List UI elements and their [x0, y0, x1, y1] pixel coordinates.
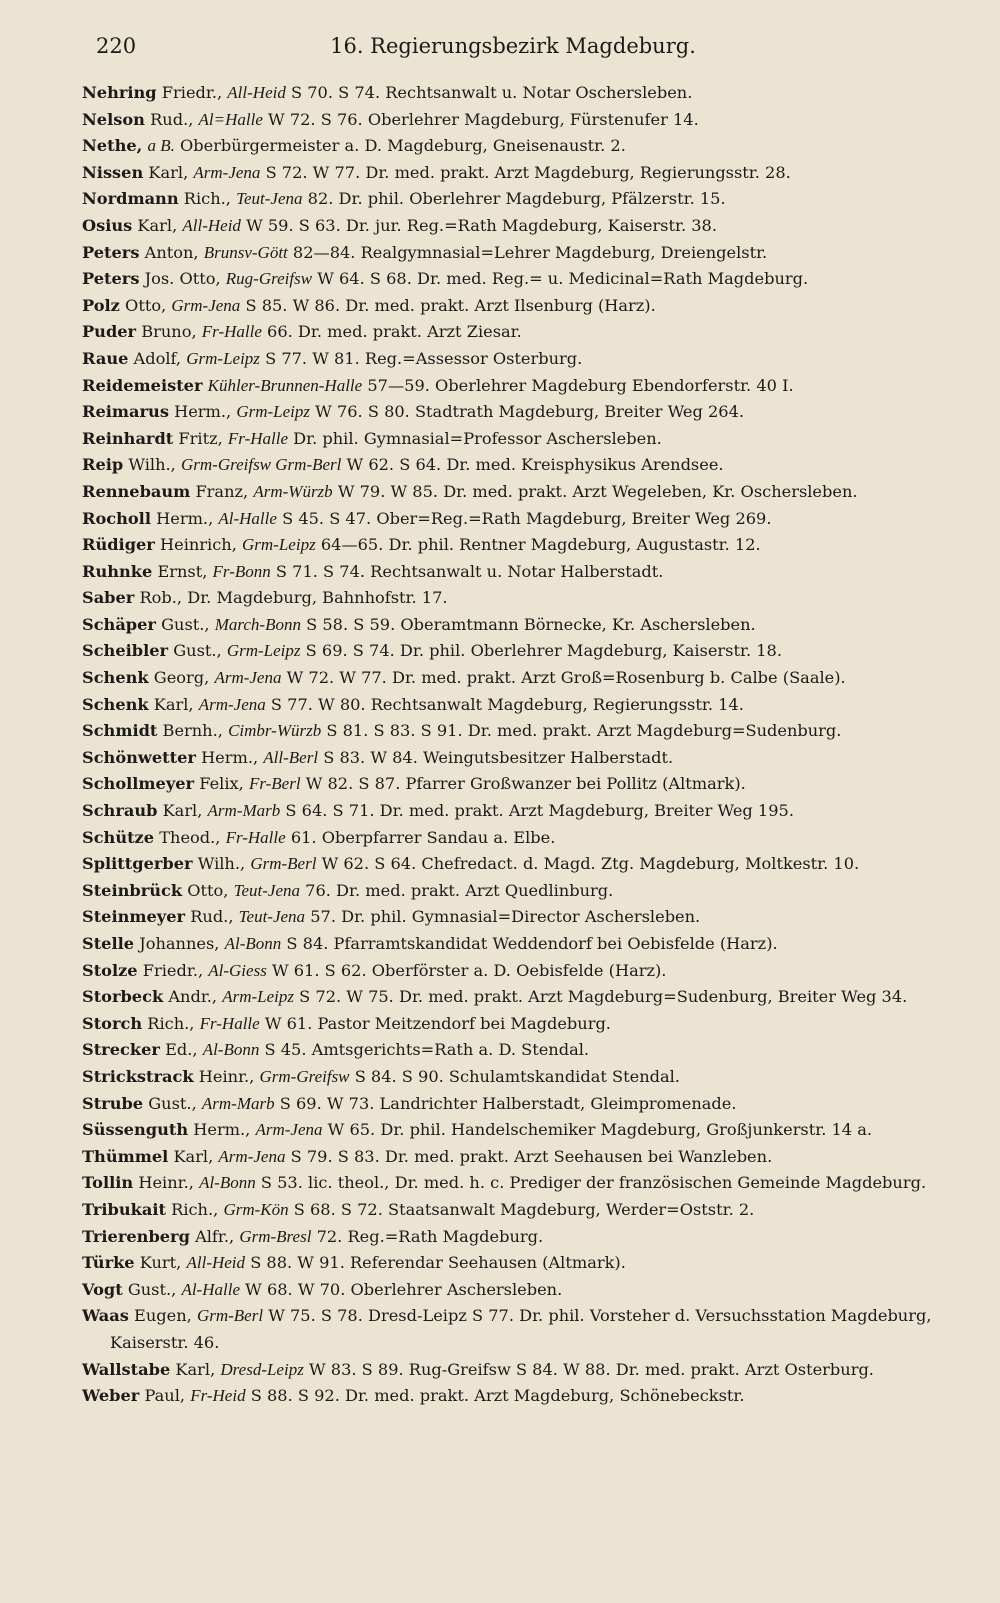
list-item	[82, 1117, 944, 1144]
entry-given-name: Rich.,	[147, 1013, 195, 1033]
entry-given-name: Rich.,	[183, 189, 231, 209]
entry-surname: Thümmel	[82, 1146, 169, 1166]
entry-given-name: Karl,	[173, 1146, 214, 1166]
list-item	[82, 638, 944, 665]
entry-surname: Rüdiger	[82, 535, 155, 555]
entry-surname: Vogt	[82, 1279, 123, 1299]
entry-association: Arm-Jena	[193, 162, 261, 182]
entry-association: Grm-Berl	[196, 1306, 264, 1326]
entry-association: Al=Halle	[198, 109, 263, 129]
entry-given-name: Karl,	[137, 215, 178, 235]
list-item	[82, 585, 944, 612]
entry-surname: Steinmeyer	[82, 907, 186, 927]
entry-given-name: Gust.,	[127, 1279, 177, 1299]
list-item	[82, 293, 944, 320]
entry-details: S 85. W 86. Dr. med. prakt. Arzt Ilsenburg (Harz).	[245, 295, 656, 315]
entry-details: S 68. S 72. Staatsanwalt Magdeburg, Werder=Oststr. 2.	[293, 1199, 755, 1219]
entry-given-name: Karl,	[175, 1359, 216, 1379]
entry-details: S 45. S 47. Ober=Reg.=Rath Magdeburg, Breiter Weg 269.	[282, 508, 772, 528]
entry-given-name: Karl,	[153, 694, 194, 714]
entry-given-name: Karl,	[148, 162, 189, 182]
entry-association: Teut-Jena	[233, 880, 300, 900]
entry-given-name: Friedr.,	[161, 83, 223, 102]
entry-given-name: Herm.,	[201, 747, 259, 767]
entry-association: Grm-Kön	[223, 1199, 289, 1219]
list-item	[82, 1250, 944, 1277]
entry-given-name: Alfr.,	[195, 1226, 235, 1246]
entry-details: S 72. W 77. Dr. med. prakt. Arzt Magdeburg, Regierungsstr. 28.	[265, 162, 791, 182]
entry-association: Grm-Leipz	[186, 348, 260, 368]
entry-given-name: Johannes,	[139, 934, 220, 953]
entry-details: Dr. phil. Gymnasial=Professor Aschersleben.	[293, 428, 662, 448]
entry-given-name: Franz,	[195, 481, 249, 501]
entry-given-name: Otto,	[125, 295, 167, 315]
entry-surname: Schönwetter	[82, 747, 196, 767]
entry-given-name: Eugen,	[134, 1306, 192, 1326]
list-item	[82, 346, 944, 373]
entry-given-name: Wilh.,	[128, 455, 176, 475]
entry-surname: Süssenguth	[82, 1120, 189, 1140]
entry-given-name: Georg,	[153, 668, 210, 688]
entry-details: S 58. S 59. Oberamtmann Börnecke, Kr. Aschersleben.	[306, 614, 756, 634]
entry-details: W 82. S 87. Pfarrer Großwanzer bei Pollitz (Altmark).	[305, 774, 746, 794]
entry-details: S 84. Pfarramtskandidat Weddendorf bei Oebisfelde (Harz).	[286, 934, 778, 953]
entry-surname: Schraub	[82, 801, 158, 821]
list-item	[82, 532, 944, 559]
entry-details: S 69. W 73. Landrichter Halberstadt, Gleimpromenade.	[279, 1093, 737, 1113]
entry-association: All-Berl	[263, 747, 319, 767]
list-item	[82, 80, 944, 107]
entry-association: All-Heid	[227, 83, 286, 102]
entry-surname: Splittgerber	[82, 854, 193, 874]
entry-association: Arm-Jena	[214, 668, 282, 688]
entry-association: Grm-Greifsw Grm-Berl	[180, 455, 342, 475]
entry-association: All-Heid	[186, 1253, 246, 1273]
member-list	[82, 80, 944, 1410]
list-item	[82, 506, 944, 533]
entry-details: W 59. S 63. Dr. jur. Reg.=Rath Magdeburg, Kaiserstr. 38.	[246, 215, 717, 235]
entry-surname: Scheibler	[82, 641, 169, 661]
entry-surname: Schenk	[82, 668, 149, 688]
entry-details: W 83. S 89. Rug-Greifsw S 84. W 88. Dr. med. prakt. Arzt Osterburg.	[308, 1359, 874, 1379]
entry-surname: Reimarus	[82, 402, 169, 422]
entry-details: Dr. Magdeburg, Bahnhofstr. 17.	[187, 588, 448, 608]
entry-details: S 81. S 83. S 91. Dr. med. prakt. Arzt Magdeburg=Sudenburg.	[326, 721, 842, 741]
list-item	[82, 745, 944, 772]
entry-surname: Reidemeister	[82, 375, 203, 395]
entry-surname: Strickstrack	[82, 1066, 194, 1086]
entry-details: S 88. S 92. Dr. med. prakt. Arzt Magdeburg, Schönebeckstr.	[250, 1386, 745, 1406]
entry-given-name: Ernst,	[157, 561, 208, 581]
entry-surname: Schenk	[82, 694, 149, 714]
entry-given-name: Rich.,	[171, 1199, 219, 1219]
entry-surname: Peters	[82, 269, 140, 289]
entry-association: Rug-Greifsw	[225, 269, 313, 289]
entry-given-name: Paul,	[144, 1386, 186, 1406]
list-item	[82, 718, 944, 745]
entry-details: 72. Reg.=Rath Magdeburg.	[316, 1226, 544, 1246]
entry-surname: Stolze	[82, 960, 138, 980]
entry-details: S 53. lic. theol., Dr. med. h. c. Prediger der französischen Gemeinde Magdeburg.	[260, 1173, 927, 1193]
entry-surname: Stelle	[82, 934, 135, 953]
entry-association: Grm-Bresl	[239, 1226, 312, 1246]
entry-surname: Storch	[82, 1013, 143, 1033]
list-item	[82, 692, 944, 719]
entry-association: Al-Bonn	[224, 934, 282, 953]
list-item	[82, 266, 944, 293]
entry-surname: Nehring	[82, 83, 157, 102]
list-item	[82, 319, 944, 346]
entry-details: W 64. S 68. Dr. med. Reg.= u. Medicinal=Rath Magdeburg.	[317, 269, 809, 289]
entry-details: 61. Oberpfarrer Sandau a. Elbe.	[290, 827, 556, 847]
entry-surname: Wallstabe	[82, 1359, 171, 1379]
list-item	[82, 240, 944, 267]
entry-given-name: Adolf,	[133, 348, 182, 368]
list-item	[82, 1197, 944, 1224]
entry-given-name: Karl,	[162, 801, 203, 821]
entry-surname: Storbeck	[82, 987, 164, 1007]
entry-details: W 62. S 64. Chefredact. d. Magd. Ztg. Magdeburg, Moltkestr. 10.	[321, 854, 860, 874]
entry-details: W 62. S 64. Dr. med. Kreisphysikus Arendsee.	[346, 455, 724, 475]
entry-association: Al-Halle	[181, 1279, 240, 1299]
entry-given-name: Heinr.,	[198, 1066, 255, 1086]
entry-details: S 45. Amtsgerichts=Rath a. D. Stendal.	[264, 1040, 590, 1060]
entry-association: March-Bonn	[214, 614, 301, 634]
entry-given-name: Gust.,	[173, 641, 222, 661]
entry-association: Arm-Jena	[218, 1146, 286, 1166]
entry-details: W 61. Pastor Meitzendorf bei Magdeburg.	[264, 1013, 611, 1033]
list-item	[82, 904, 944, 931]
entry-given-name: Rud.,	[150, 109, 194, 129]
list-item	[82, 931, 944, 958]
entry-surname: Strecker	[82, 1040, 160, 1060]
entry-surname: Waas	[82, 1306, 129, 1326]
entry-details: W 76. S 80. Stadtrath Magdeburg, Breiter Weg 264.	[315, 402, 745, 422]
list-item	[82, 1224, 944, 1251]
list-item	[82, 878, 944, 905]
entry-given-name: Herm.,	[193, 1120, 251, 1140]
entry-details: S 69. S 74. Dr. phil. Oberlehrer Magdeburg, Kaiserstr. 18.	[305, 641, 782, 661]
entry-surname: Puder	[82, 322, 137, 342]
entry-association: Brunsv-Gött	[203, 242, 288, 262]
entry-surname: Trierenberg	[82, 1226, 190, 1246]
entry-association: Grm-Berl	[250, 854, 317, 874]
entry-details: W 72. W 77. Dr. med. prakt. Arzt Groß=Rosenburg b. Calbe (Saale).	[286, 668, 846, 688]
list-item	[82, 1011, 944, 1038]
list-item	[82, 1277, 944, 1304]
entry-details: 57—59. Oberlehrer Magdeburg Ebendorferstr. 40 I.	[367, 375, 794, 395]
entry-surname: Weber	[82, 1386, 140, 1406]
entry-association: Fr-Bonn	[212, 561, 271, 581]
list-item	[82, 1303, 944, 1356]
entry-given-name: Theod.,	[159, 827, 221, 847]
entry-surname: Nissen	[82, 162, 144, 182]
entry-details: 57. Dr. phil. Gymnasial=Director Aschersleben.	[310, 907, 701, 927]
list-item	[82, 984, 944, 1011]
entry-association: Arm-Marb	[207, 801, 281, 821]
entry-surname: Rennebaum	[82, 481, 191, 501]
entry-given-name: Bruno,	[141, 322, 197, 342]
entry-surname: Steinbrück	[82, 880, 183, 900]
entry-details: S 72. W 75. Dr. med. prakt. Arzt Magdeburg=Sudenburg, Breiter Weg 34.	[299, 987, 908, 1007]
entry-association: Arm-Jena	[255, 1120, 323, 1140]
entry-given-name: Friedr.,	[142, 960, 204, 980]
list-item	[82, 1170, 944, 1197]
entry-surname: Schollmeyer	[82, 774, 195, 794]
entry-details: 82. Dr. phil. Oberlehrer Magdeburg, Pfälzerstr. 15.	[307, 189, 726, 209]
entry-surname: Ruhnke	[82, 561, 153, 581]
entry-association: Fr-Berl	[248, 774, 301, 794]
page-header	[82, 30, 944, 64]
entry-surname: Saber	[82, 588, 135, 608]
entry-surname: Türke	[82, 1253, 135, 1273]
entry-association: Al-Giess	[208, 960, 267, 980]
entry-given-name: Heinr.,	[138, 1173, 194, 1193]
list-item	[82, 559, 944, 586]
entry-details: W 72. S 76. Oberlehrer Magdeburg, Fürstenufer 14.	[268, 109, 699, 129]
entry-given-name: Gust.,	[148, 1093, 197, 1113]
entry-details: 76. Dr. med. prakt. Arzt Quedlinburg.	[305, 880, 614, 900]
entry-details: W 79. W 85. Dr. med. prakt. Arzt Wegeleben, Kr. Oschersleben.	[337, 481, 858, 501]
entry-details: W 61. S 62. Oberförster a. D. Oebisfelde (Harz).	[271, 960, 667, 980]
list-item	[82, 1144, 944, 1171]
entry-given-name: Wilh.,	[197, 854, 246, 874]
list-item	[82, 612, 944, 639]
entry-given-name: Fritz,	[178, 428, 223, 448]
entry-association: Arm-Jena	[198, 694, 266, 714]
entry-association: Fr-Halle	[225, 827, 286, 847]
entry-association: Fr-Halle	[201, 322, 262, 342]
entry-surname: Raue	[82, 348, 129, 368]
entry-details: S 77. W 80. Rechtsanwalt Magdeburg, Regierungsstr. 14.	[270, 694, 744, 714]
list-item	[82, 771, 944, 798]
entry-details: W 65. Dr. phil. Handelschemiker Magdeburg, Großjunkerstr. 14 a.	[327, 1120, 873, 1140]
entry-surname: Osius	[82, 215, 133, 235]
entry-association: Grm-Greifsw	[259, 1066, 350, 1086]
entry-given-name: Felix,	[199, 774, 244, 794]
entry-association: a B.	[147, 136, 175, 156]
list-item	[82, 1091, 944, 1118]
entry-surname: Reinhardt	[82, 428, 174, 448]
entry-association: Al-Halle	[218, 508, 277, 528]
entry-surname: Tollin	[82, 1173, 134, 1193]
entry-given-name: Herm.,	[156, 508, 214, 528]
entry-surname: Nordmann	[82, 189, 179, 209]
entry-association: Teut-Jena	[236, 189, 303, 209]
entry-given-name: Gust.,	[161, 614, 210, 634]
entry-association: Grm-Jena	[171, 295, 241, 315]
list-item	[82, 186, 944, 213]
list-item	[82, 665, 944, 692]
entry-association: Al-Bonn	[202, 1040, 260, 1060]
entry-association: Fr-Heid	[190, 1386, 246, 1406]
entry-given-name: Bernh.,	[162, 721, 223, 741]
entry-given-name: Herm.,	[174, 402, 232, 422]
list-item	[82, 798, 944, 825]
entry-association: Grm-Leipz	[226, 641, 301, 661]
list-item	[82, 1383, 944, 1410]
list-item	[82, 1064, 944, 1091]
entry-given-name: Jos. Otto,	[144, 269, 221, 289]
entry-given-name: Rud.,	[190, 907, 234, 927]
entry-surname: Polz	[82, 295, 120, 315]
entry-given-name: Otto,	[187, 880, 229, 900]
list-item	[82, 133, 944, 160]
entry-association: Arm-Würzb	[253, 481, 333, 501]
entry-details: S 84. S 90. Schulamtskandidat Stendal.	[354, 1066, 680, 1086]
entry-surname: Reip	[82, 455, 124, 475]
entry-given-name: Heinrich,	[160, 535, 237, 555]
entry-details: S 71. S 74. Rechtsanwalt u. Notar Halberstadt.	[275, 561, 664, 581]
list-item	[82, 958, 944, 985]
list-item	[82, 1357, 944, 1384]
entry-given-name: Anton,	[144, 242, 199, 262]
entry-association: Arm-Marb	[201, 1093, 275, 1113]
entry-surname: Schütze	[82, 827, 155, 847]
entry-surname: Nelson	[82, 109, 145, 129]
entry-surname: Schäper	[82, 614, 156, 634]
entry-surname: Nethe,	[82, 136, 143, 156]
list-item	[82, 1037, 944, 1064]
entry-association: All-Heid	[182, 215, 241, 235]
list-item	[82, 160, 944, 187]
entry-association: Fr-Halle	[199, 1013, 260, 1033]
entry-association: Teut-Jena	[238, 907, 306, 927]
entry-details: S 83. W 84. Weingutsbesitzer Halberstadt.	[323, 747, 674, 767]
entry-surname: Tribukait	[82, 1199, 166, 1219]
entry-surname: Strube	[82, 1093, 144, 1113]
list-item	[82, 479, 944, 506]
entry-details: Oberbürgermeister a. D. Magdeburg, Gneisenaustr. 2.	[179, 136, 626, 156]
entry-details: 66. Dr. med. prakt. Arzt Ziesar.	[267, 322, 522, 342]
page-number: 220	[96, 34, 137, 58]
list-item	[82, 373, 944, 400]
list-item	[82, 851, 944, 878]
entry-association: Dresd-Leipz	[220, 1359, 304, 1379]
entry-details: S 77. W 81. Reg.=Assessor Osterburg.	[265, 348, 583, 368]
list-item	[82, 825, 944, 852]
entry-association: Grm-Leipz	[236, 402, 310, 422]
entry-details: 82—84. Realgymnasial=Lehrer Magdeburg, Dreiengelstr.	[292, 242, 768, 262]
list-item	[82, 452, 944, 479]
entry-surname: Peters	[82, 242, 140, 262]
entry-details: W 75. S 78. Dresd-Leipz S 77. Dr. phil. Vorsteher d. Versuchsstation Magdeburg, Kaiserstr. 46.	[110, 1306, 932, 1352]
list-item	[82, 213, 944, 240]
entry-association: Al-Bonn	[199, 1173, 256, 1193]
entry-given-name: Ed.,	[165, 1040, 198, 1060]
entry-given-name: Rob.,	[139, 588, 183, 608]
entry-surname: Rocholl	[82, 508, 151, 528]
entry-details: S 70. S 74. Rechtsanwalt u. Notar Oschersleben.	[291, 83, 693, 102]
entry-details: S 88. W 91. Referendar Seehausen (Altmark).	[250, 1253, 626, 1273]
entry-details: W 68. W 70. Oberlehrer Aschersleben.	[245, 1279, 563, 1299]
entry-association: Arm-Leipz	[222, 987, 295, 1007]
running-title: 16. Regierungsbezirk Magdeburg.	[330, 34, 696, 58]
list-item	[82, 426, 944, 453]
entry-surname: Schmidt	[82, 721, 158, 741]
entry-association: Kühler-Brunnen-Halle	[207, 375, 363, 395]
list-item	[82, 107, 944, 134]
entry-given-name: Kurt,	[139, 1253, 182, 1273]
entry-details: S 64. S 71. Dr. med. prakt. Arzt Magdeburg, Breiter Weg 195.	[285, 801, 794, 821]
entry-details: 64—65. Dr. phil. Rentner Magdeburg, Augustastr. 12.	[320, 535, 761, 555]
list-item	[82, 399, 944, 426]
entry-association: Grm-Leipz	[242, 535, 316, 555]
entry-association: Cimbr-Würzb	[228, 721, 322, 741]
entry-association: Fr-Halle	[227, 428, 288, 448]
entry-given-name: Andr.,	[168, 987, 218, 1007]
entry-details: S 79. S 83. Dr. med. prakt. Arzt Seehausen bei Wanzleben.	[290, 1146, 773, 1166]
